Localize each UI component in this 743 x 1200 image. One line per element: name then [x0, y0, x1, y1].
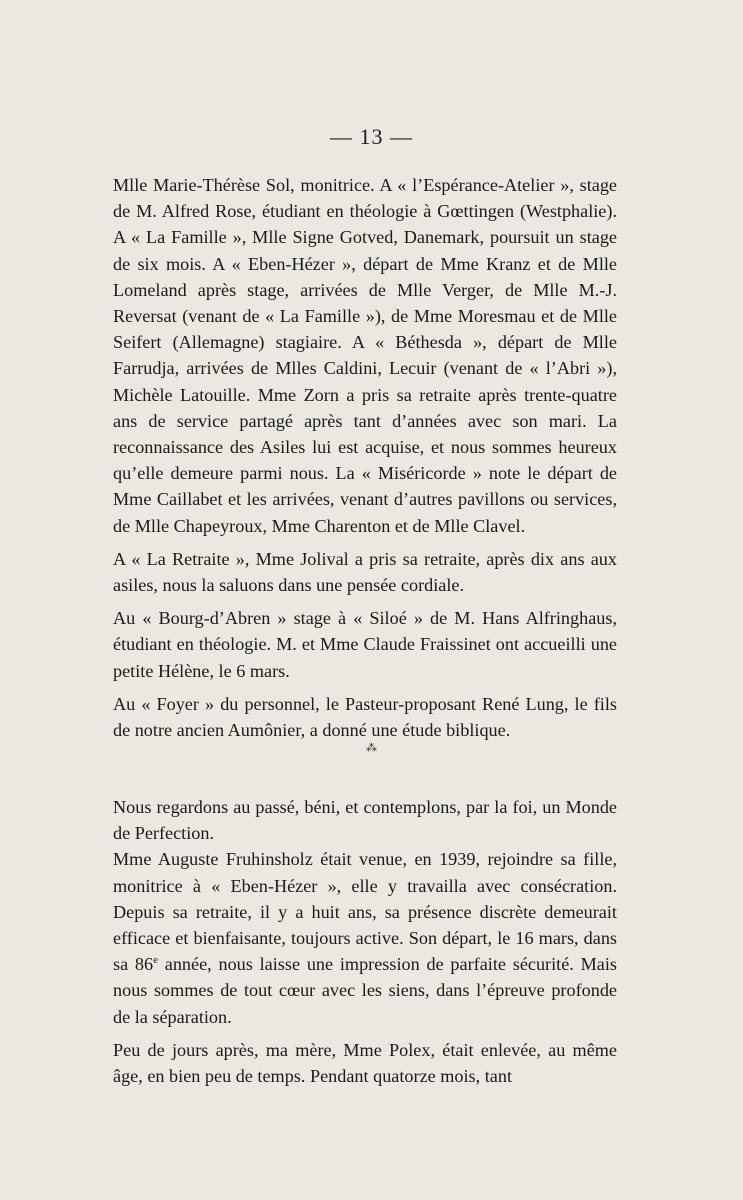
- paragraph-bourg-dabren: Au « Bourg-d’Abren » stage à « Siloé » de M. Hans Alfringhaus, étudiant en théologie. M. et Mme Claude Fraissinet ont accueilli une petite Hélène, le 6 mars.: [113, 608, 617, 681]
- paragraph-passe-beni: Nous regardons au passé, béni, et contemplons, par la foi, un Monde de Perfection.: [113, 797, 617, 844]
- paragraph-foyer: Au « Foyer » du personnel, le Pasteur-proposant René Lung, le fils de notre ancien Aumônier, a donné une étude biblique.: [113, 693, 617, 741]
- section-memorial: [113, 794, 617, 1089]
- fruhinsholz-text-a: Mme Auguste Fruhinsholz était venue, en 1939, rejoindre sa fille, monitrice à « Eben-Hézer », elle y travailla avec consécration. Depuis sa retraite, il y a huit ans, sa présence discrète demeurait efficace et bienfaisante, toujours active. Son départ, le 16 mars, dans sa 86: [113, 849, 617, 975]
- section-separator: ⁂: [366, 741, 377, 754]
- paragraph-fruhinsholz: [113, 846, 617, 1029]
- paragraph-staff-changes: Mlle Marie-Thérèse Sol, monitrice. A « l’Espérance-Atelier », stage de M. Alfred Rose, étudiant en théologie à Gœttingen (Westphalie). A « La Famille », Mlle Signe Gotved, Danemark, poursuit un stage de six mois. A « Eben-Hézer », départ de Mme Kranz et de Mlle Lomeland après stage, arrivées de Mlle Verger, de Mlle M.-J. Reversat (venant de « La Famille »), de Mme Moresmau et de Mlle Seifert (Allemagne) stagiaire. A « Béthesda », départ de Mlle Farrudja, arrivées de Mlles Caldini, Lecuir (venant de « l’Abri »), Michèle Latouille. Mme Zorn a pris sa retraite après trente-quatre ans de service partagé après tant d’années avec son mari. La reconnaissance des Asiles lui est acquise, et nous sommes heureux qu’elle demeure parmi nous. La « Miséricorde » note le départ de Mme Caillabet et les arrivées, venant d’autres pavillons ou services, de Mlle Chapeyroux, Mme Charenton et de Mlle Clavel.: [113, 175, 617, 536]
- ordinal-superscript: e: [153, 954, 158, 967]
- page-number: — 13 —: [330, 124, 413, 149]
- fruhinsholz-text-b: année, nous laisse une impression de parfaite sécurité. Mais nous sommes de tout cœur avec les siens, dans l’épreuve profonde de la séparation.: [113, 954, 617, 1027]
- paragraph-polex: Peu de jours après, ma mère, Mme Polex, était enlevée, au même âge, en bien peu de temps. Pendant quatorze mois, tant: [113, 1039, 617, 1087]
- paragraph-la-retraite: A « La Retraite », Mme Jolival a pris sa retraite, après dix ans aux asiles, nous la saluons dans une pensée cordiale.: [113, 548, 617, 596]
- section-arrivals-departures: [113, 172, 617, 743]
